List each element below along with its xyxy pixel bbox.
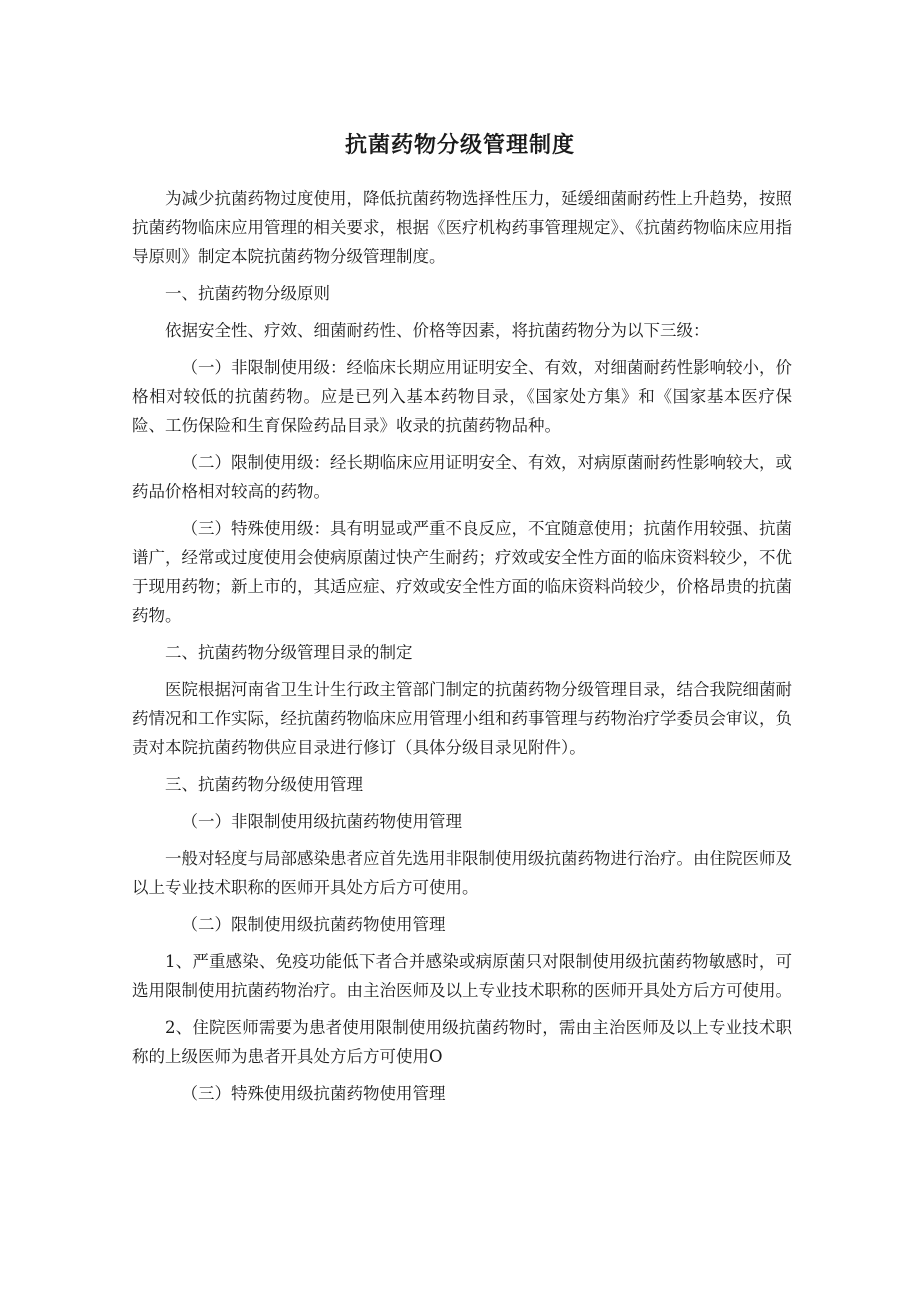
paragraph: 依据安全性、疗效、细菌耐药性、价格等因素，将抗菌药物分为以下三级： [165,321,710,340]
paragraph: 1、严重感染、免疫功能低下者合并感染或病原菌只对限制使用级抗菌药物敏感时，可选用限制使用抗菌药物治疗。由主治医师及以上专业技术职称的医师开具处方后方可使用。 [132,952,792,1000]
paragraph: （三）特殊使用级：具有明显或严重不良反应，不宜随意使用；抗菌作用较强、抗菌谱广，经常或过度使用会使病原菌过快产生耐药；疗效或安全性方面的临床资料较少，不优于现用药物；新上市的，其适应症、疗效或安全性方面的临床资料尚较少，价格昂贵的抗菌药物。 [132,519,792,625]
section-heading-3: 三、抗菌药物分级使用管理 [165,775,363,794]
intro-paragraph: 为减少抗菌药物过度使用，降低抗菌药物选择性压力，延缓细菌耐药性上升趋势，按照抗菌药物临床应用管理的相关要求，根据《医疗机构药事管理规定》、《抗菌药物临床应用指导原则》制定本院抗菌药物分级管理制度。 [132,189,792,266]
subsection-heading: （二）限制使用级抗菌药物使用管理 [181,915,446,934]
subsection-heading: （三）特殊使用级抗菌药物使用管理 [181,1084,446,1103]
paragraph: 2、住院医师需要为患者使用限制使用级抗菌药物时，需由主治医师及以上专业技术职称的上级医师为患者开具处方后方可使用O [132,1018,792,1066]
paragraph: （一）非限制使用级：经临床长期应用证明安全、有效，对细菌耐药性影响较小，价格相对较低的抗菌药物。应是已列入基本药物目录，《国家处方集》和《国家基本医疗保险、工伤保险和生育保险药品目录》收录的抗菌药物品种。 [132,358,792,435]
document-body [132,184,792,1116]
subsection-heading: （一）非限制使用级抗菌药物使用管理 [181,812,462,831]
document-title: 抗菌药物分级管理制度 [344,133,575,158]
section-heading-1: 一、抗菌药物分级原则 [165,284,330,303]
paragraph: 医院根据河南省卫生计生行政主管部门制定的抗菌药物分级管理目录，结合我院细菌耐药情况和工作实际，经抗菌药物临床应用管理小组和药事管理与药物治疗学委员会审议，负责对本院抗菌药物供应目录进行修订（具体分级目录见附件）。 [132,680,792,757]
section-heading-2: 二、抗菌药物分级管理目录的制定 [165,643,413,662]
paragraph: （二）限制使用级：经长期临床应用证明安全、有效，对病原菌耐药性影响较大，或药品价格相对较高的药物。 [132,453,792,501]
paragraph: 一般对轻度与局部感染患者应首先选用非限制使用级抗菌药物进行治疗。由住院医师及以上专业技术职称的医师开具处方后方可使用。 [132,849,792,897]
